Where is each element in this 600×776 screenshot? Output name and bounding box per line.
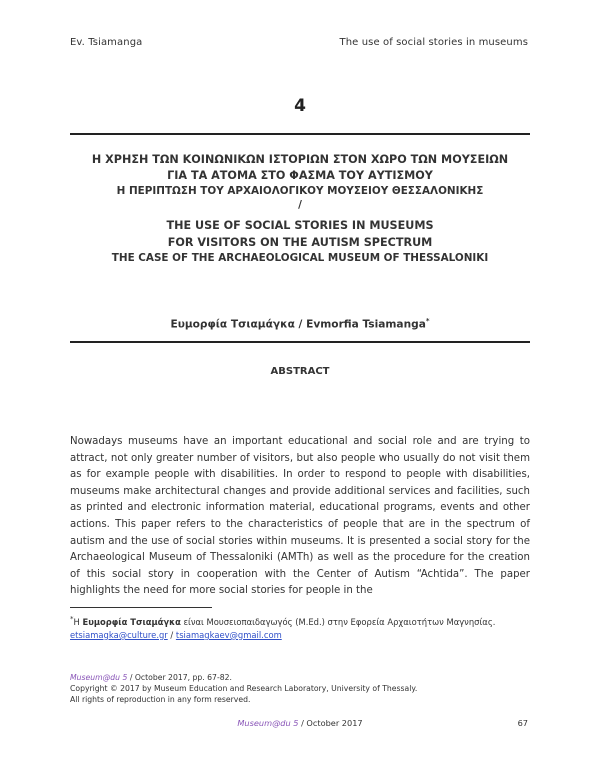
footnote-email-2[interactable]: tsiamagkaev@gmail.com bbox=[175, 629, 282, 640]
footnote-mark: * bbox=[70, 615, 74, 623]
title-greek-line1: Η ΧΡΗΣΗ ΤΩΝ ΚΟΙΝΩΝΙΚΩΝ ΙΣΤΟΡΙΩΝ ΣΤΟΝ ΧΩΡΟ ΤΩΝ ΜΟΥΣΕΙΩΝ bbox=[91, 153, 509, 166]
title-rule-top bbox=[70, 133, 530, 135]
citation-rights: All rights of reproduction in any form reserved. bbox=[70, 695, 251, 704]
author-name: Ευμορφία Τσιαμάγκα / Evmorfia Tsiamanga bbox=[170, 318, 426, 331]
running-header-author: Ev. Tsiamanga bbox=[70, 37, 143, 48]
footnote-text: είναι Μουσειοπαιδαγωγός (M.Ed.) στην Εφορεία Αρχαιοτήτων Μαγνησίας. bbox=[180, 616, 496, 627]
footnote-rule bbox=[70, 607, 212, 608]
author-line bbox=[70, 317, 530, 331]
footnote-prefix: Η bbox=[73, 616, 83, 627]
footer-journal-line bbox=[0, 718, 600, 728]
footer-issue: / October 2017 bbox=[298, 718, 363, 728]
title-separator: / bbox=[298, 199, 302, 211]
running-header-title: The use of social stories in museums bbox=[339, 37, 528, 48]
citation-journal: Museum@du 5 bbox=[70, 673, 128, 682]
title-greek-line2: ΓΙΑ ΤΑ ΑΤΟΜΑ ΣΤΟ ΦΑΣΜΑ ΤΟΥ ΑΥΤΙΣΜΟΥ bbox=[167, 169, 433, 182]
footnote-author-name: Ευμορφία Τσιαμάγκα bbox=[82, 616, 181, 627]
title-english-line1: THE USE OF SOCIAL STORIES IN MUSEUMS bbox=[166, 219, 434, 232]
title-english-subtitle: THE CASE OF THE ARCHAEOLOGICAL MUSEUM OF THESSALONIKI bbox=[111, 252, 489, 264]
author-footnote-mark[interactable]: * bbox=[425, 317, 430, 325]
page-number: 67 bbox=[517, 718, 528, 728]
abstract-body: Nowadays museums have an important educational and social role and are trying to attract, not only greater number of visitors, but also people who usually do not visit them as for example people with disabilities. In order to respond to people with disabilities, museums make architectural changes and provide additional services and facilities, such as printed and electronic information material, educational programs, events and other actions. This paper refers to the characteristics of people that are in the spectrum of autism and the use of social stories within museums. It is presented a social story for the Archaeological Museum of Thessaloniki (AMTh) as well as the procedure for the creation of this social story in cooperation with the Center of Autism “Achtida”. The paper highlights the need for more social stories for people in the bbox=[70, 436, 530, 597]
chapter-number: 4 bbox=[294, 96, 306, 116]
title-english-line2: FOR VISITORS ON THE AUTISM SPECTRUM bbox=[167, 236, 433, 249]
citation-details: / October 2017, pp. 67-82. bbox=[127, 673, 232, 682]
abstract-heading: ABSTRACT bbox=[270, 366, 330, 377]
footnote-email-1[interactable]: etsiamagka@culture.gr bbox=[70, 629, 168, 640]
title-block bbox=[70, 152, 530, 265]
citation-copyright: Copyright © 2017 by Museum Education and Research Laboratory, University of Thessaly. bbox=[70, 684, 418, 693]
footnote bbox=[70, 613, 530, 642]
footnote-email-separator: / bbox=[167, 629, 176, 640]
title-greek-subtitle: Η ΠΕΡΙΠΤΩΣΗ ΤΟΥ ΑΡΧΑΙΟΛΟΓΙΚΟΥ ΜΟΥΣΕΙΟΥ ΘΕΣΣΑΛΟΝΙΚΗΣ bbox=[116, 185, 484, 197]
citation-block bbox=[70, 672, 530, 705]
title-rule-bottom bbox=[70, 341, 530, 343]
footer-journal: Museum@du 5 bbox=[237, 718, 299, 728]
